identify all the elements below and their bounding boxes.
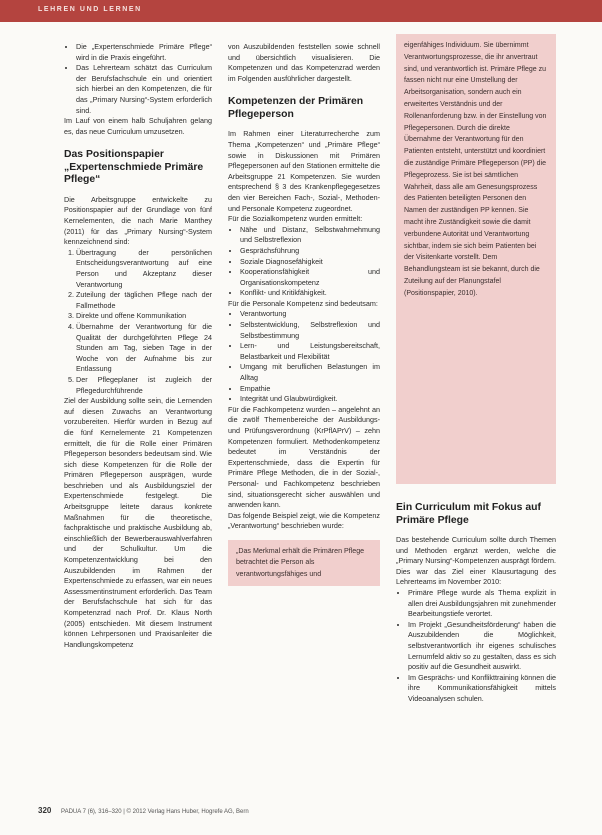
paragraph: Das folgende Beispiel zeigt, wie die Kompetenz „Verantwortung“ beschrieben wurde: (228, 510, 380, 531)
social-competence-list (228, 225, 380, 299)
paragraph: Für die Personale Kompetenz sind bedeutsam: (228, 298, 378, 308)
paragraph: Für die Sozialkompetenz wurden ermittelt: (228, 214, 363, 224)
list-item: • Lern- und Leistungsbereitschaft, Belastbarkeit und Flexibilität (240, 341, 380, 362)
list-item: 3. Direkte und offene Kommunikation (76, 311, 212, 322)
quote-text: eigenfähiges Individuum. Sie übernimmt Verantwortungsprozesse, die ihr anvertraut sind, und verantwortlich ist. Primäre Pflege zu fassen nicht nur eine Umstellung der Arbeitsorganisation, sondern auch ein erweitertes Verständnis und der Rollenanforderung bzw. in der Einstellung von Pflegepersonen. Durch die direkte Übernahme der Verantwortung für den Patienten entsteht, unterstützt und koordiniert die zuständige Primäre Pflegeperson (PP) die Pflegeprozess. Sie ist bei sämtlichen Wahrheit, dass alle am Genesungsprozess des Patienten beteiligten Personen den Namen der zuständigen PP kennen. Sie macht ihre Zuständigkeit sowie die damit verbundene Autorität und Verantwortung sichtbar, indem sie sich beim Patienten bei der Visitenkarte vorstellt. Dem Behandlungsteam ist sie bekannt, durch die Zuteilung auf der Planungstafel (Positionspapier, 2010). (404, 42, 547, 297)
list-item: • Im Gesprächs- und Konflikttraining können die ihre Kommunikationsfähigkeit mittels Videoanalysen schulen. (408, 673, 556, 705)
list-item: 2. Zuteilung der täglichen Pflege nach der Fallmethode (76, 290, 212, 311)
list-item: • Gesprächsführung (240, 246, 380, 257)
quote-text: „Das Merkmal erhält die Primären Pflege betrachtet die Person als verantwortungsfähiges und (236, 546, 365, 578)
paragraph: Für die Fachkompetenz wurden – angelehnt an die zwölf Themenbereiche der Ausbildungs- und Prüfungsverordnung (KrPflAPrV) – zehn Kompetenzen formuliert. Methodenkompetenz bedeutet im Verständnis der Expertenschmiede, dass die Expertin für Primäre Pflege Methoden, die in der Sozial-, Personal- und Fachkompetenz beschrieben sind, situationsgerecht sicher auswählen und anwenden kann. (228, 404, 380, 510)
column-3 (396, 490, 556, 705)
section-heading: Kompetenzen der Primären Pflegeperson (228, 96, 364, 120)
list-item: • Kooperationsfähigkeit und Organisationskompetenz (240, 267, 380, 288)
list-item: 4. Übernahme der Verantwortung für die Qualität der durchgeführten Pflege 24 Stunden am Tag, sieben Tage in der Woche von der Aufnahme bis zur Entlassung (76, 322, 212, 375)
list-item: • Die „Expertenschmiede Primäre Pflege“ wird in die Praxis eingeführt. (76, 42, 212, 63)
column-1 (64, 42, 212, 650)
list-item: • Im Projekt „Gesundheitsförderung“ haben die Auszubildenden die Möglichkeit, selbstverantwortlich ihr eigenes schulisches Lernumfeld aktiv so zu gestalten, dass es sich positiv auf die Gesundheit auswirkt. (408, 620, 556, 673)
personal-competence-list (228, 309, 380, 404)
quote-continuation-box (396, 34, 556, 484)
list-item: • Primäre Pflege wurde als Thema explizit in allen drei Ausbildungsjahren mit zunehmender Bearbeitungstiefe verortet. (408, 588, 556, 620)
page-number: 320 (38, 806, 52, 815)
paragraph: Die Arbeitsgruppe entwickelte zu Positionspapier auf der Grundlage von fünf Kernelementen, die nach Marie Manthey (2011) für das „Primary Nursing“-System kennzeichnend sind: (64, 194, 212, 247)
core-elements-list (64, 248, 212, 396)
list-item: • Nähe und Distanz, Selbstwahrnehmung und Selbstreflexion (240, 225, 380, 246)
paragraph: Ziel der Ausbildung sollte sein, die Lernenden auf diesen Zuwachs an Verantwortung vorzubereiten. Hierfür wurden in Bezug auf die fünf Kernelemente 21 Kompetenzen ermittelt, die für die Rolle einer Primären Pflegeperson besonders bedeutsam sind. Wie sich diese Kompetenzen für die Rolle der Primären Pflegeperson ausprägen, wurde beschrieben und als Ausbildungsziel der Expertenschmiede festgelegt. Die Arbeitsgruppe leitete daraus konkrete Maßnahmen für die theoretische, fachpraktische und praktische Ausbildung ab, einschließlich der Bewerberauswahlverfahren und der Schulkultur. Um die Kompetenzentwicklung bei den Auszubildenden im Rahmen der Expertenschmiede zu erfassen, war ein neues Assessmentinstrument erforderlich. Das Team der Berufsfachschule hat sich für das Kompetenzrad nach Prof. Dr. Klaus North (2005) entschieden. Mit diesem Instrument können Lehrpersonen und Praxisanleiter die Handlungskompetenz (64, 396, 212, 649)
intro-bullet-list (64, 42, 212, 116)
list-item: • Konflikt- und Kritikfähigkeit. (240, 288, 380, 299)
list-item: • Verantwortung (240, 309, 380, 320)
section-label: LEHREN UND LERNEN (38, 6, 142, 13)
list-item: • Soziale Diagnosefähigkeit (240, 257, 380, 268)
list-item: • Das Lehrerteam schätzt das Curriculum der Berufsfachschule ein und orientiert sich hierbei an den Kompetenzen, die für das „Primary Nursing“-System erforderlich sind. (76, 63, 212, 116)
paragraph: von Auszubildenden feststellen sowie schnell und übersichtlich visualisieren. Die Kompetenzen und das Kompetenzrad werden im Folgenden ausführlicher dargestellt. (228, 42, 380, 83)
list-item: • Empathie (240, 384, 380, 395)
list-item: 1. Übertragung der persönlichen Entscheidungsverantwortung auf eine Person und Akzeptanz dieser Verantwortung (76, 248, 212, 290)
list-item: • Integrität und Glaubwürdigkeit. (240, 394, 380, 405)
citation: PADUA 7 (6), 316–320 | © 2012 Verlag Hans Huber, Hogrefe AG, Bern (61, 809, 249, 815)
quote-box (228, 540, 380, 586)
section-heading: Ein Curriculum mit Fokus auf Primäre Pflege (396, 502, 541, 526)
list-item: • Selbstentwicklung, Selbstreflexion und Selbstbestimmung (240, 320, 380, 341)
paragraph: Das bestehende Curriculum sollte durch Themen und Methoden ergänzt werden, welche die „Primary Nursing“-Kompetenzen ausprägt fördern. Dies war das Ziel einer Klausurtagung des Lehrerteams im November 2010: (396, 535, 556, 587)
column-2 (228, 42, 380, 586)
paragraph: Im Rahmen einer Literaturrecherche zum Thema „Kompetenzen“ und „Primäre Pflege“ sowie in Diskussionen mit Primären Pflegepersonen auf den Stationen ermittelte die Arbeitsgruppe 21 Kompetenzen. Sie wurden entsprechend § 3 des Krankenpflegegesetzes den vier Bereichen Fach-, Sozial-, Methoden- und Personale Kompetenz zugeordnet. (228, 129, 380, 213)
list-item: 5. Der Pflegeplaner ist zugleich der Pflegedurchführende (76, 375, 212, 396)
section-heading: Das Positionspapier „Expertenschmiede Primäre Pflege“ (64, 149, 204, 186)
header-band (0, 0, 602, 22)
list-item: • Umgang mit beruflichen Belastungen im Alltag (240, 362, 380, 383)
curriculum-measures-list (396, 588, 556, 705)
paragraph: Im Lauf von einem halb Schuljahren gelang es, das neue Curriculum umzusetzen. (64, 116, 212, 136)
page-footer (38, 806, 249, 815)
